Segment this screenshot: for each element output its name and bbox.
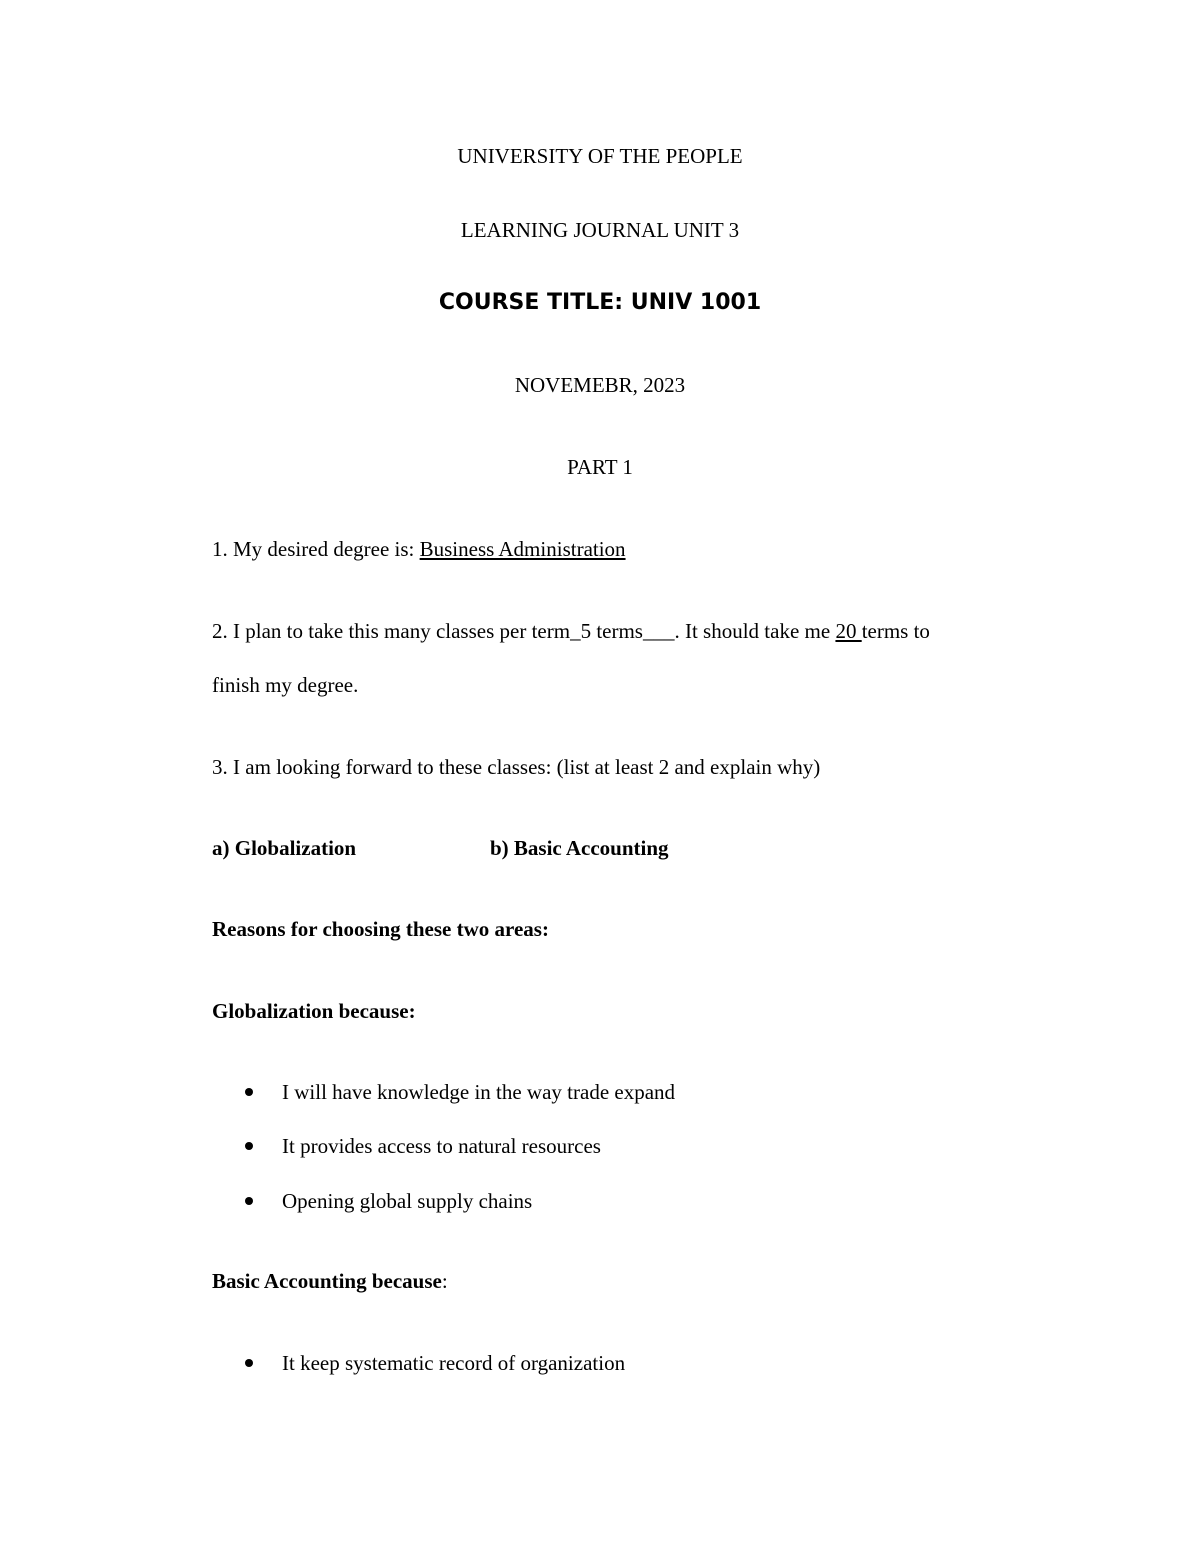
- question-1: [212, 535, 626, 563]
- journal-title: LEARNING JOURNAL UNIT 3: [460, 218, 740, 242]
- part-heading: PART 1: [567, 455, 633, 479]
- question-2-continued: finish my degree.: [212, 673, 359, 697]
- list-item: I will have knowledge in the way trade expand: [245, 1078, 675, 1106]
- question-2-text-end: terms to: [861, 619, 930, 643]
- list-item: It provides access to natural resources: [245, 1132, 601, 1160]
- globalization-heading: Globalization because:: [212, 999, 416, 1023]
- bullet-icon: [245, 1142, 253, 1150]
- reasons-heading: Reasons for choosing these two areas:: [212, 917, 549, 941]
- desired-degree: Business Administration: [419, 537, 626, 561]
- university-title: UNIVERSITY OF THE PEOPLE: [457, 144, 743, 168]
- question-1-text: 1. My desired degree is:: [212, 537, 420, 561]
- question-2: [212, 617, 1060, 645]
- question-3: 3. I am looking forward to these classes: (list at least 2 and explain why): [212, 755, 821, 779]
- list-item: Opening global supply chains: [245, 1187, 532, 1215]
- terms-count: 20: [835, 619, 862, 643]
- list-item: It keep systematic record of organization: [245, 1349, 625, 1377]
- bullet-icon: [245, 1088, 253, 1096]
- class-b: b) Basic Accounting: [490, 836, 669, 860]
- question-2-text: 2. I plan to take this many classes per term_5 terms___. It should take me: [212, 619, 836, 643]
- bullet-icon: [245, 1359, 253, 1367]
- accounting-heading: Basic Accounting because:: [212, 1269, 448, 1293]
- document-date: NOVEMEBR, 2023: [514, 373, 686, 397]
- course-title: COURSE TITLE: UNIV 1001: [438, 290, 762, 315]
- bullet-icon: [245, 1197, 253, 1205]
- class-a: a) Globalization: [212, 836, 357, 860]
